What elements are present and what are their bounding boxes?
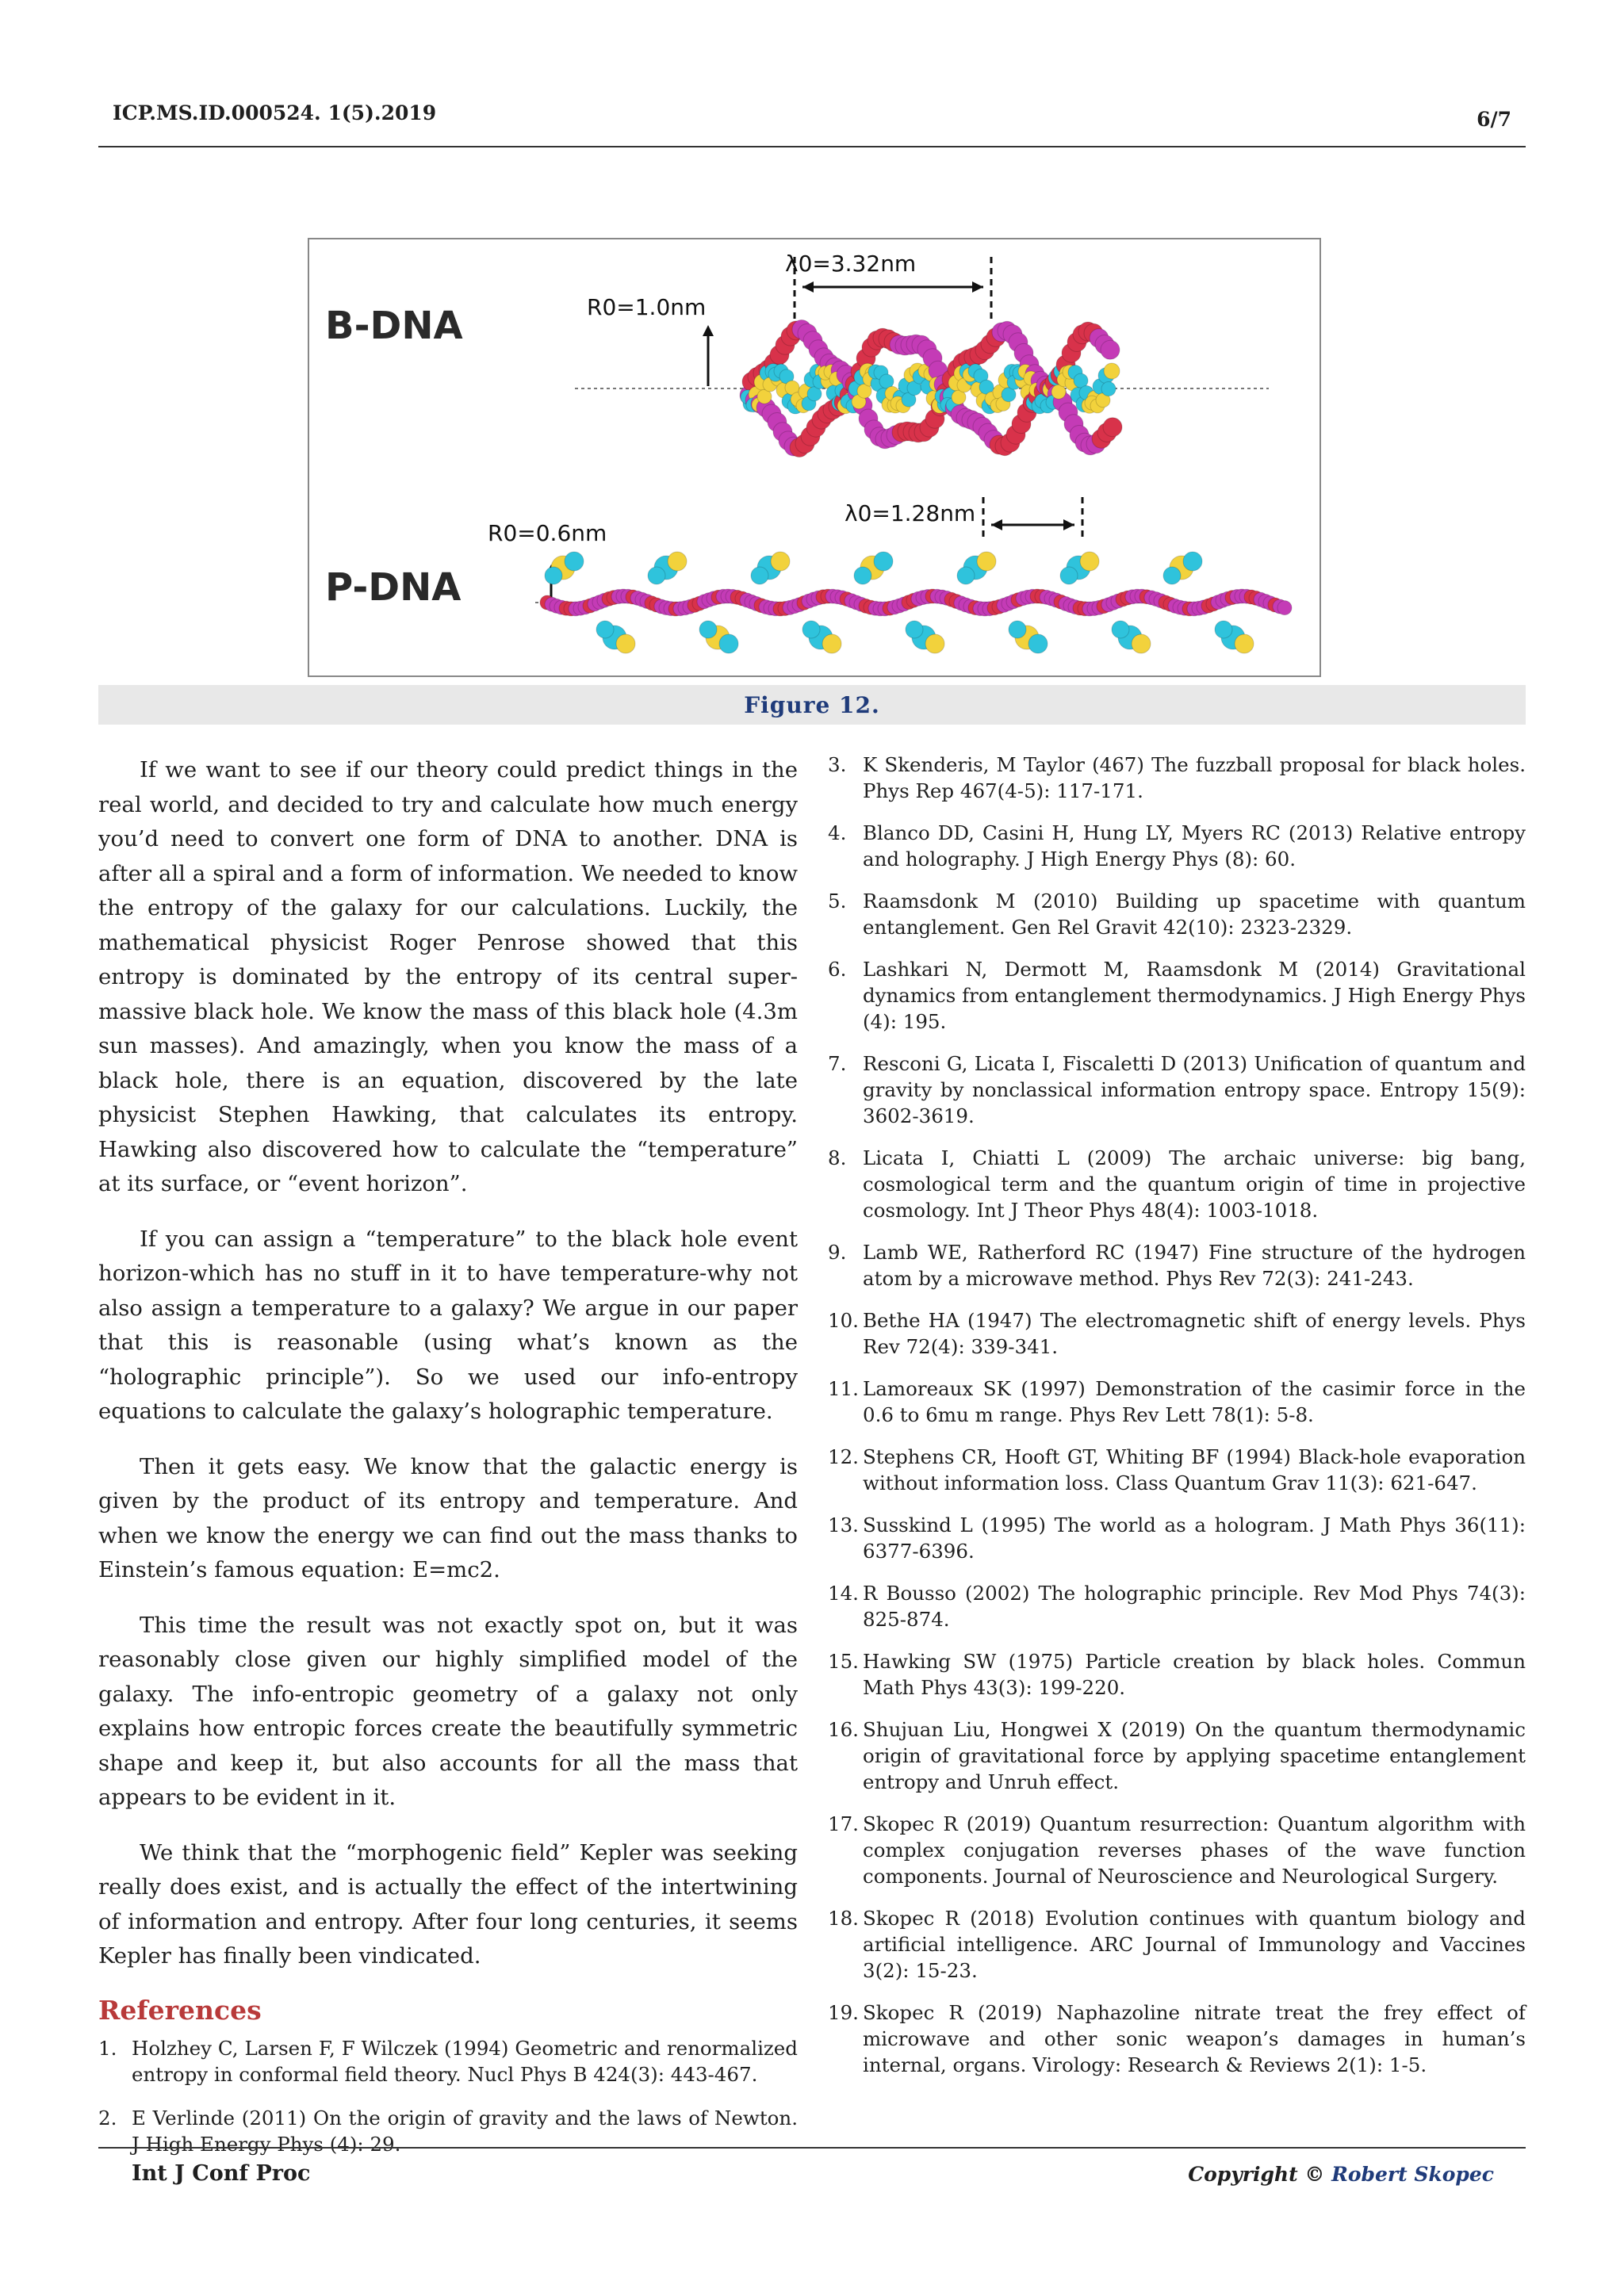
- reference-item: 16. Shujuan Liu, Hongwei X (2019) On the quantum thermodynamic origin of gravitational force by applying spacetime entanglement entropy and Unruh effect.: [828, 1718, 1526, 1793]
- reference-item: 17. Skopec R (2019) Quantum resurrection: Quantum algorithm with complex conjugation reverses phases of the wave function components. Journal of Neuroscience and Neurological Surgery.: [828, 1812, 1526, 1888]
- atom: [616, 634, 635, 653]
- atom: [1112, 621, 1129, 638]
- page-footer: [98, 2147, 1526, 2186]
- reference-item: 10. Bethe HA (1947) The electromagnetic shift of energy levels. Phys Rev 72(4): 339-341.: [828, 1309, 1526, 1358]
- reference-item: 13. Susskind L (1995) The world as a hologram. J Math Phys 36(11): 6377-6396.: [828, 1513, 1526, 1563]
- references-heading: References: [98, 1994, 262, 2026]
- p-dna-radius-label: R0=0.6nm: [488, 520, 607, 546]
- atom: [957, 567, 975, 584]
- atom: [906, 621, 923, 638]
- atom: [802, 621, 820, 638]
- reference-item: 7. Resconi G, Licata I, Fiscaletti D (2013) Unification of quantum and gravity by nonclassical information entropy space. Entropy 15(9): 3602-3619.: [828, 1052, 1526, 1127]
- atom: [751, 567, 768, 584]
- body-paragraph: Then it gets easy. We know that the galactic energy is given by the product of its entropy and temperature. And when we know the energy we can find out the mass thanks to Einstein’s famous equation: E=mc2.: [98, 1453, 798, 1582]
- atom: [596, 621, 614, 638]
- atom: [1215, 621, 1232, 638]
- footer-author: Robert Skopec: [1331, 2163, 1494, 2186]
- figure-caption: Figure 12.: [744, 692, 880, 718]
- atom: [668, 552, 687, 571]
- atom: [854, 567, 871, 584]
- atom: [1080, 552, 1099, 571]
- reference-item: 3. K Skenderis, M Taylor (467) The fuzzball proposal for black holes. Phys Rep 467(4-5): 117-171.: [828, 753, 1526, 802]
- footer-copyright: Copyright © Robert Skopec: [1188, 2163, 1494, 2186]
- atom: [1101, 340, 1120, 359]
- atom: [822, 634, 841, 653]
- p-dna-label: P-DNA: [325, 565, 462, 610]
- reference-item: 1. Holzhey C, Larsen F, F Wilczek (1994) Geometric and renormalized entropy in conformal field theory. Nucl Phys B 424(3): 443-467.: [98, 2036, 798, 2086]
- p-dna-helix: [540, 552, 1292, 653]
- references-list-right: [828, 752, 1526, 2078]
- atom: [1101, 382, 1116, 396]
- atom: [1104, 363, 1120, 379]
- reference-item: 8. Licata I, Chiatti L (2009) The archaic universe: big bang, cosmological term and the quantum origin of time in projective cosmology. Int J Theor Phys 48(4): 1003-1018.: [828, 1146, 1526, 1222]
- reference-item: 11. Lamoreaux SK (1997) Demonstration of the casimir force in the 0.6 to 6mu m range. Phys Rev Lett 78(1): 5-8.: [828, 1377, 1526, 1426]
- reference-item: 6. Lashkari N, Dermott M, Raamsdonk M (2014) Gravitational dynamics from entanglement thermodynamics. J High Energy Phys (4): 195.: [828, 958, 1526, 1033]
- reference-item: 4. Blanco DD, Casini H, Hung LY, Myers RC (2013) Relative entropy and holography. J High Energy Phys (8): 60.: [828, 821, 1526, 871]
- atom: [719, 634, 738, 653]
- atom: [648, 567, 665, 584]
- atom: [1163, 567, 1181, 584]
- reference-item: 19. Skopec R (2019) Naphazoline nitrate treat the frey effect of microwave and other sonic weapon’s damages in human’s internal, organs. Virology: Research & Reviews 2(1): 1-5.: [828, 2001, 1526, 2076]
- atom: [977, 552, 996, 571]
- atom: [874, 552, 893, 571]
- references-list-left: [98, 2035, 798, 2157]
- atom: [1009, 621, 1026, 638]
- atom: [925, 634, 944, 653]
- reference-item: 14. R Bousso (2002) The holographic principle. Rev Mod Phys 74(3): 825-874.: [828, 1582, 1526, 1631]
- atom: [1277, 601, 1292, 615]
- atom: [699, 621, 717, 638]
- body-paragraph: This time the result was not exactly spot on, but it was reasonably close given our highly simplified model of the galaxy. The info-entropic geometry of a galaxy not only explains how entropic forces create the beautifully symmetric shape and keep it, but also accounts for all the mass that appears to be evident in it.: [98, 1612, 798, 1810]
- atom: [1183, 552, 1202, 571]
- footer-journal: Int J Conf Proc: [132, 2161, 311, 2186]
- atom: [771, 552, 790, 571]
- right-column: [828, 752, 1526, 2094]
- b-dna-label: B-DNA: [325, 304, 463, 348]
- reference-item: 12. Stephens CR, Hooft GT, Whiting BF (1994) Black-hole evaporation without information loss. Class Quantum Grav 11(3): 621-647.: [828, 1445, 1526, 1494]
- dna-figure: [308, 238, 1321, 677]
- page-number: 6/7: [1477, 108, 1511, 131]
- b-dna-wavelength-label: λ0=3.32nm: [785, 251, 917, 277]
- reference-item: 5. Raamsdonk M (2010) Building up spacetime with quantum entanglement. Gen Rel Gravit 42(10): 2323-2329.: [828, 890, 1526, 939]
- atom: [1103, 418, 1122, 437]
- p-dna-wavelength-label: λ0=1.28nm: [845, 500, 976, 526]
- body-paragraph: We think that the “morphogenic field” Kepler was seeking really does exist, and is actually the effect of the intertwining of information and entropy. After four long centuries, it seems Kepler has finally been vindicated.: [98, 1839, 798, 1969]
- b-dna-radius-label: R0=1.0nm: [587, 294, 707, 320]
- dna-figure-graphic: [309, 239, 1320, 675]
- b-dna-helix: [740, 320, 1122, 457]
- atom: [565, 552, 584, 571]
- figure-caption-bar: [98, 685, 1526, 725]
- page-header: [98, 101, 1526, 147]
- reference-item: 18. Skopec R (2018) Evolution continues with quantum biology and artificial intelligence. ARC Journal of Immunology and Vaccines 3(2): 15-23.: [828, 1907, 1526, 1982]
- journal-id: ICP.MS.ID.000524. 1(5).2019: [113, 101, 437, 124]
- reference-item: 2. E Verlinde (2011) On the origin of gravity and the laws of Newton. J High Energy Phys (4): 29.: [98, 2106, 798, 2156]
- atom: [1060, 567, 1078, 584]
- atom: [1028, 634, 1048, 653]
- atom: [1235, 634, 1254, 653]
- atom: [545, 567, 562, 584]
- left-column: [98, 753, 798, 2175]
- body-paragraph: If we want to see if our theory could predict things in the real world, and decided to try and calculate how much energy you’d need to convert one form of DNA to another. DNA is after all a spiral and a form of information. We needed to know the entropy of the galaxy for our calculations. Luckily, the mathematical physicist Roger Penrose showed that this entropy is dominated by the entropy of its central super-massive black hole. We know the mass of this black hole (4.3m sun masses). And amazingly, when you know the mass of a black hole, there is an equation, discovered by the late physicist Stephen Hawking, that calculates its entropy. Hawking also discovered how to calculate the “temperature” at its surface, or “event horizon”.: [98, 757, 798, 1196]
- atom: [1132, 634, 1151, 653]
- reference-item: 9. Lamb WE, Ratherford RC (1947) Fine structure of the hydrogen atom by a microwave method. Phys Rev 72(3): 241-243.: [828, 1241, 1526, 1290]
- reference-item: 15. Hawking SW (1975) Particle creation by black holes. Commun Math Phys 43(3): 199-220.: [828, 1650, 1526, 1699]
- body-paragraph: If you can assign a “temperature” to the black hole event horizon-which has no stuff in it to have temperature-why not also assign a temperature to a galaxy? We argue in our paper that this is reasonable (using what’s known as the “holographic principle”). So we used our info-entropy equations to calculate the galaxy’s holographic temperature.: [98, 1226, 798, 1424]
